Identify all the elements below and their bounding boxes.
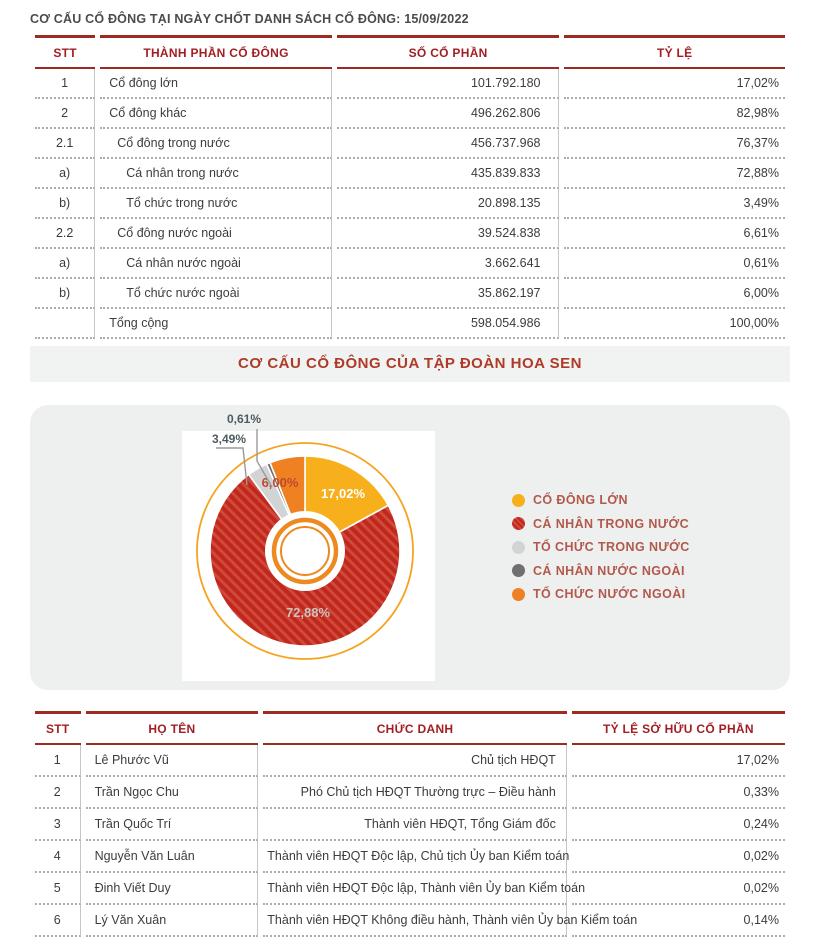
- cell-ratio: 3,49%: [564, 189, 785, 219]
- cell-ratio: 0,02%: [572, 841, 785, 873]
- cell-ratio: 100,00%: [564, 309, 785, 339]
- column-header: TỶ LỆ: [564, 35, 785, 69]
- cell-stt: 3: [35, 809, 81, 841]
- column-header: STT: [35, 35, 95, 69]
- cell-stt: 2: [35, 99, 95, 129]
- cell-shares: 3.662.641: [337, 249, 560, 279]
- cell-name: Trần Ngọc Chu: [86, 777, 259, 809]
- cell-label: Tổng cộng: [100, 309, 332, 339]
- cell-ratio: 17,02%: [564, 69, 785, 99]
- slice-value-label-to-chuc-nuoc-ngoai: 6,00%: [261, 475, 299, 490]
- legend-label: CÁ NHÂN NƯỚC NGOÀI: [533, 563, 685, 578]
- cell-ratio: 0,14%: [572, 905, 785, 937]
- cell-shares: 496.262.806: [337, 99, 560, 129]
- table-row: [35, 309, 785, 339]
- cell-stt: a): [35, 159, 95, 189]
- slice-value-label-co-dong-lon: 17,02%: [320, 486, 366, 501]
- column-header: TỶ LỆ SỞ HỮU CỔ PHẦN: [572, 711, 785, 745]
- table-row: [35, 279, 785, 309]
- legend-item: [512, 493, 690, 507]
- board-table-header-row: [35, 711, 785, 745]
- page-title: CƠ CẤU CỔ ĐÔNG TẠI NGÀY CHỐT DANH SÁCH CỔ ĐÔNG: 15/09/2022: [30, 12, 469, 26]
- cell-shares: 20.898.135: [337, 189, 560, 219]
- cell-ratio: 72,88%: [564, 159, 785, 189]
- legend-item: [512, 587, 690, 601]
- cell-ratio: 76,37%: [564, 129, 785, 159]
- cell-stt: b): [35, 189, 95, 219]
- cell-stt: 2.2: [35, 219, 95, 249]
- cell-name: Trần Quốc Trí: [86, 809, 259, 841]
- table-row: [35, 745, 785, 777]
- cell-label: Cá nhân nước ngoài: [100, 249, 332, 279]
- cell-label: Cổ đông trong nước: [100, 129, 332, 159]
- column-header: THÀNH PHẦN CỔ ĐÔNG: [100, 35, 332, 69]
- board-ownership-table: [30, 711, 790, 937]
- table-row: [35, 873, 785, 905]
- legend-label: CỔ ĐÔNG LỚN: [533, 493, 628, 507]
- cell-label: Cá nhân trong nước: [100, 159, 332, 189]
- cell-name: Nguyễn Văn Luân: [86, 841, 259, 873]
- table-row: [35, 809, 785, 841]
- cell-title: Thành viên HĐQT Không điều hành, Thành viên Ủy ban Kiểm toán: [263, 905, 567, 937]
- cell-shares: 35.862.197: [337, 279, 560, 309]
- cell-label: Cổ đông khác: [100, 99, 332, 129]
- cell-label: Cổ đông lớn: [100, 69, 332, 99]
- cell-ratio: 0,24%: [572, 809, 785, 841]
- cell-stt: [35, 309, 95, 339]
- chart-panel: [30, 405, 790, 690]
- table-row: [35, 249, 785, 279]
- table-row: [35, 905, 785, 937]
- cell-title: Thành viên HĐQT, Tổng Giám đốc: [263, 809, 567, 841]
- cell-shares: 435.839.833: [337, 159, 560, 189]
- table-row: [35, 69, 785, 99]
- cell-stt: 6: [35, 905, 81, 937]
- legend-label: CÁ NHÂN TRONG NƯỚC: [533, 516, 690, 531]
- legend-color-dot: [512, 494, 525, 507]
- table-row: [35, 159, 785, 189]
- cell-ratio: 0,02%: [572, 873, 785, 905]
- cell-shares: 456.737.968: [337, 129, 560, 159]
- cell-shares: 39.524.838: [337, 219, 560, 249]
- cell-ratio: 0,33%: [572, 777, 785, 809]
- cell-stt: 2: [35, 777, 81, 809]
- cell-ratio: 82,98%: [564, 99, 785, 129]
- cell-shares: 598.054.986: [337, 309, 560, 339]
- cell-name: Lý Văn Xuân: [86, 905, 259, 937]
- legend-color-dot: [512, 564, 525, 577]
- cell-stt: 5: [35, 873, 81, 905]
- cell-label: Tổ chức trong nước: [100, 189, 332, 219]
- column-header: STT: [35, 711, 81, 745]
- column-header: HỌ TÊN: [86, 711, 259, 745]
- donut-hole: [265, 511, 345, 591]
- cell-ratio: 6,00%: [564, 279, 785, 309]
- shareholder-table-header-row: [35, 35, 785, 69]
- cell-stt: b): [35, 279, 95, 309]
- cell-ratio: 0,61%: [564, 249, 785, 279]
- table-row: [35, 219, 785, 249]
- legend-item: [512, 564, 690, 578]
- cell-stt: 1: [35, 69, 95, 99]
- cell-title: Thành viên HĐQT Độc lập, Chủ tịch Ủy ban Kiểm toán: [263, 841, 567, 873]
- cell-ratio: 6,61%: [564, 219, 785, 249]
- legend-item: [512, 540, 690, 554]
- column-header: CHỨC DANH: [263, 711, 567, 745]
- cell-stt: a): [35, 249, 95, 279]
- slice-value-label-ca-nhan-trong-nuoc: 72,88%: [285, 605, 331, 620]
- donut-chart: [182, 405, 435, 683]
- cell-label: Tổ chức nước ngoài: [100, 279, 332, 309]
- column-header: SỐ CỔ PHẦN: [337, 35, 560, 69]
- table-row: [35, 841, 785, 873]
- table-row: [35, 129, 785, 159]
- table-row: [35, 777, 785, 809]
- callout-label-to-chuc-trong-nuoc: 3,49%: [211, 432, 247, 446]
- chart-legend: [512, 493, 690, 611]
- cell-title: Chủ tịch HĐQT: [263, 745, 567, 777]
- legend-label: TỔ CHỨC NƯỚC NGOÀI: [533, 587, 686, 601]
- table-row: [35, 189, 785, 219]
- callout-label-ca-nhan-nuoc-ngoai: 0,61%: [226, 412, 262, 426]
- cell-label: Cổ đông nước ngoài: [100, 219, 332, 249]
- cell-stt: 1: [35, 745, 81, 777]
- table-row: [35, 99, 785, 129]
- cell-name: Lê Phước Vũ: [86, 745, 259, 777]
- shareholder-structure-table: [30, 35, 790, 339]
- cell-title: Thành viên HĐQT Độc lập, Thành viên Ủy ban Kiểm toán: [263, 873, 567, 905]
- legend-color-dot: [512, 588, 525, 601]
- cell-stt: 4: [35, 841, 81, 873]
- cell-title: Phó Chủ tịch HĐQT Thường trực – Điều hành: [263, 777, 567, 809]
- legend-color-dot: [512, 517, 525, 530]
- legend-color-dot: [512, 541, 525, 554]
- legend-label: TỔ CHỨC TRONG NƯỚC: [533, 540, 690, 554]
- cell-shares: 101.792.180: [337, 69, 560, 99]
- cell-ratio: 17,02%: [572, 745, 785, 777]
- donut-hole-disc: [265, 511, 345, 591]
- legend-item: [512, 517, 690, 531]
- chart-section-title: CƠ CẤU CỔ ĐÔNG CỦA TẬP ĐOÀN HOA SEN: [30, 346, 790, 382]
- cell-name: Đinh Viết Duy: [86, 873, 259, 905]
- cell-stt: 2.1: [35, 129, 95, 159]
